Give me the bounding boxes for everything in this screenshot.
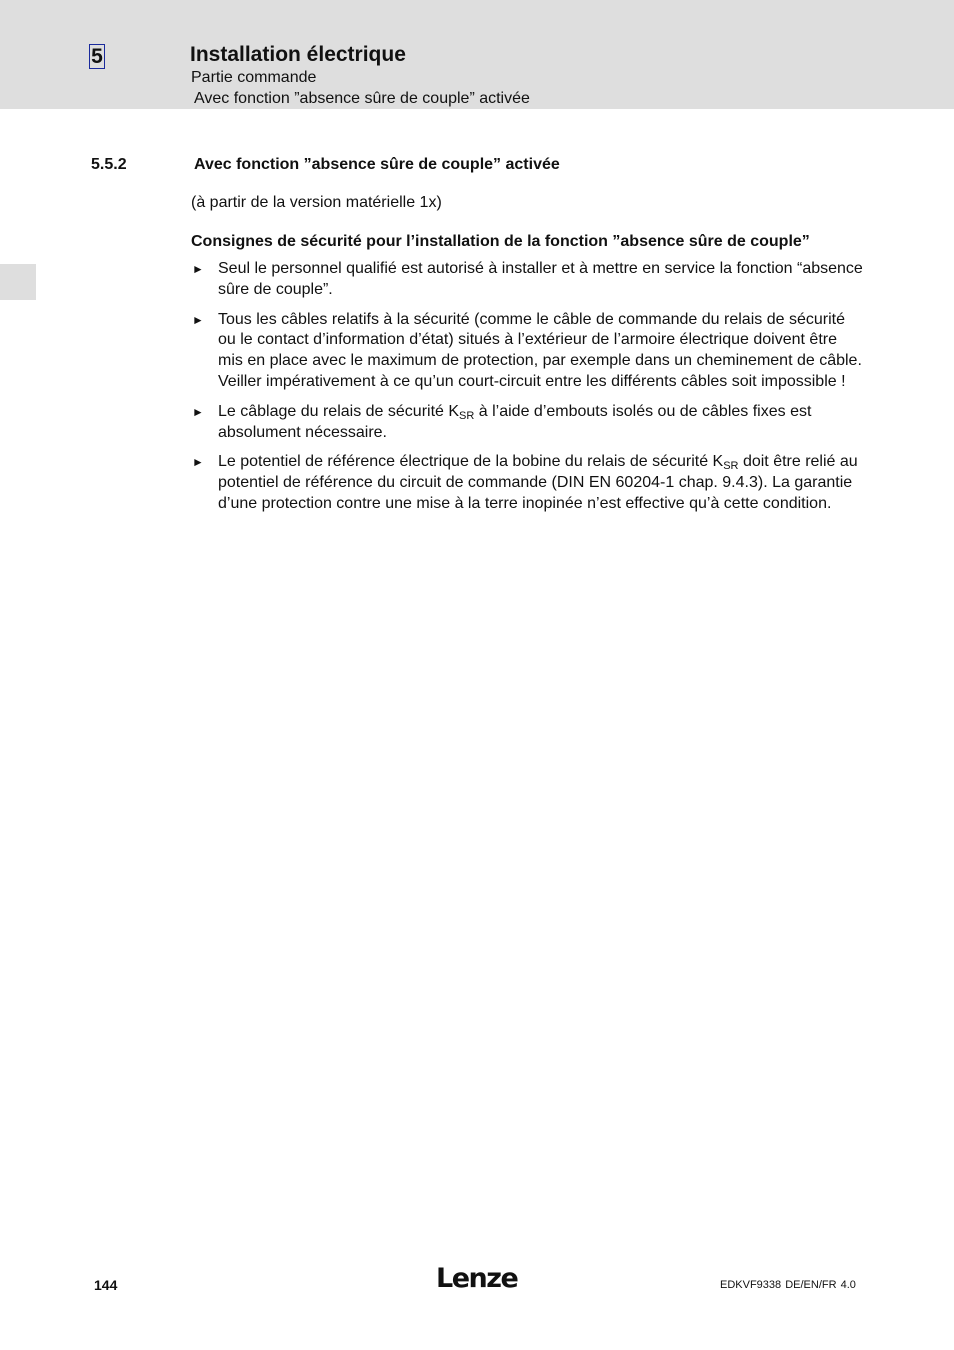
- list-item: [191, 452, 866, 514]
- section-title: Avec fonction ”absence sûre de couple” activée: [194, 156, 560, 173]
- header-subtitle-part: Partie commande: [191, 69, 317, 86]
- side-chapter-tab: [0, 264, 36, 300]
- subscript-sr: SR: [459, 409, 475, 422]
- header-subtitle-section: Avec fonction ”absence sûre de couple” activée: [194, 90, 530, 107]
- bullet-text: Tous les câbles relatifs à la sécurité (comme le câble de commande du relais de sécurité ou le contact d’information d’état) situés à l’extérieur de l’armoire électrique doivent être mis en place avec le maximum de protection, par exemple dans un cheminement de câble. Veiller impérativement à ce qu’un court-circuit entre les différents câbles soit impossible !: [218, 310, 862, 390]
- triangle-right-icon: ►: [192, 262, 204, 276]
- bullet-text-start: Le potentiel de référence électrique de la bobine du relais de sécurité K: [218, 453, 724, 471]
- bullet-text-start: Le câblage du relais de sécurité K: [218, 402, 460, 420]
- bullet-text-end: doit être relié au potentiel de référence du circuit de commande (DIN EN 60204-1 chap. 9.4.3). La garantie d’une protection contre une mise à la terre inopinée n’est effective qu’à cette condition.: [218, 453, 858, 512]
- section-number: 5.5.2: [91, 156, 127, 173]
- lenze-logo: Lenze: [436, 1263, 518, 1294]
- page-number: 144: [94, 1277, 118, 1293]
- subscript-sr: SR: [723, 460, 739, 473]
- triangle-right-icon: ►: [192, 455, 204, 470]
- safety-bullet-list: [191, 259, 866, 524]
- list-item: [191, 310, 866, 393]
- document-code: EDKVF9338 DE/EN/FR 4.0: [720, 1279, 856, 1291]
- safety-heading: Consignes de sécurité pour l’installation de la fonction ”absence sûre de couple”: [191, 233, 810, 250]
- triangle-right-icon: ►: [192, 312, 204, 327]
- list-item: [191, 402, 866, 444]
- list-item: [191, 259, 866, 301]
- bullet-text-end: à l’aide d’embouts isolés ou de câbles fixes est absolument nécessaire.: [218, 402, 812, 441]
- chapter-title: Installation électrique: [190, 43, 406, 66]
- chapter-number[interactable]: 5: [89, 44, 105, 69]
- bullet-text: Seul le personnel qualifié est autorisé à installer et à mettre en service la fonction “absence sûre de couple”.: [218, 260, 863, 298]
- triangle-right-icon: ►: [192, 404, 204, 419]
- version-note: (à partir de la version matérielle 1x): [191, 194, 442, 211]
